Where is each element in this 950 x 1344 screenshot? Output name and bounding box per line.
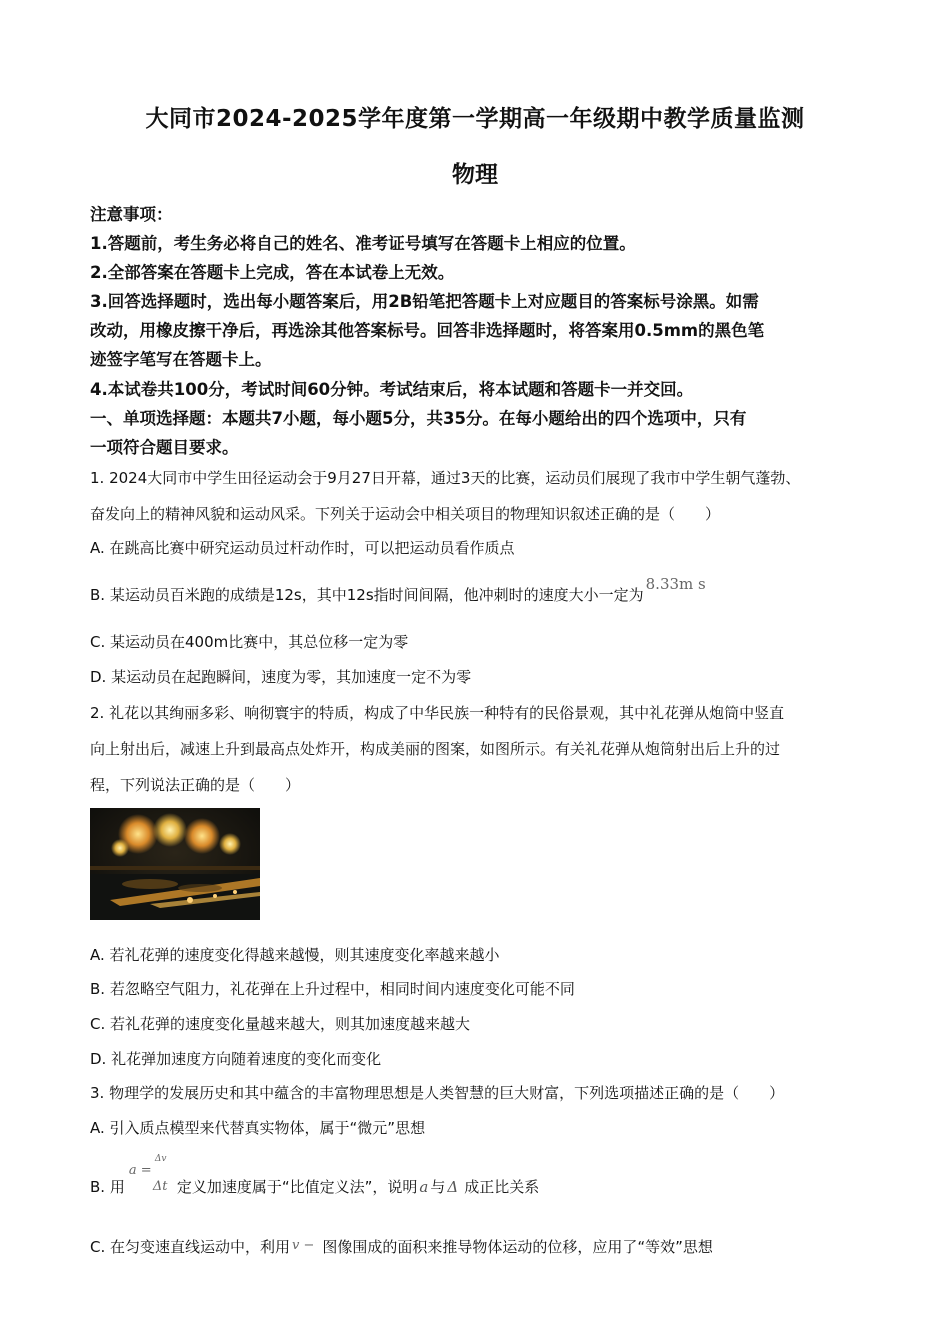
- notes-heading: 注意事项：: [90, 205, 173, 224]
- q1-stem-line-1: 1. 2024大同市中学生田径运动会于9月27日开幕，通过3天的比赛，运动员们展现了我市中学生朝气蓬勃、: [90, 469, 801, 487]
- formula-numerator: Δv: [154, 1154, 167, 1164]
- q1-option-b: [90, 575, 890, 612]
- q2-option-c: C. 若礼花弹的速度变化量越来越大，则其加速度越来越大: [90, 1015, 471, 1033]
- q1-option-a: A. 在跳高比赛中研究运动员过杆动作时，可以把运动员看作质点: [90, 539, 515, 557]
- exam-title: 大同市2024-2025学年度第一学期高一年级期中教学质量监测: [145, 106, 805, 132]
- note-3-line-3: 迹签字笔写在答题卡上。: [90, 350, 272, 369]
- section-heading-line-2: 一项符合题目要求。: [90, 438, 239, 457]
- formula-denominator: Δt: [152, 1179, 168, 1194]
- q2-option-a: A. 若礼花弹的速度变化得越来越慢，则其速度变化率越来越小: [90, 946, 500, 964]
- q3-var-delta: Δ: [447, 1178, 459, 1196]
- note-2: 2.全部答案在答题卡上完成，答在本试卷上无效。: [90, 263, 455, 282]
- q1-option-b-speed: 8.33m s: [645, 575, 706, 593]
- note-3-line-1: 3.回答选择题时，选出每小题答案后，用2B铅笔把答题卡上对应题目的答案标号涂黑。如需: [90, 292, 759, 311]
- q3-option-b-suffix: 成正比关系: [464, 1178, 540, 1196]
- q1-option-c: C. 某运动员在400m比赛中，其总位移一定为零: [90, 633, 409, 651]
- acceleration-formula: [125, 1154, 177, 1194]
- subject-title: 物理: [452, 162, 498, 188]
- q2-stem-line-3: 程，下列说法正确的是（ ）: [90, 776, 301, 794]
- q3-option-b: [90, 1154, 890, 1210]
- q3-option-c: [90, 1230, 890, 1266]
- q3-option-a: A. 引入质点模型来代替真实物体，属于“微元”思想: [90, 1119, 426, 1137]
- q3-vt-graph-math: v −: [292, 1238, 315, 1253]
- q2-stem-line-2: 向上射出后，减速上升到最高点处炸开，构成美丽的图案，如图所示。有关礼花弹从炮筒射出后上升的过: [90, 740, 781, 758]
- q2-option-b: B. 若忽略空气阻力，礼花弹在上升过程中，相同时间内速度变化可能不同: [90, 980, 575, 998]
- note-1: 1.答题前，考生务必将自己的姓名、准考证号填写在答题卡上相应的位置。: [90, 234, 636, 253]
- q3-var-a: a: [419, 1178, 429, 1196]
- q1-option-d: D. 某运动员在起跑瞬间，速度为零，其加速度一定不为零: [90, 668, 472, 686]
- q3-option-c-suffix: 图像围成的面积来推导物体运动的位移，应用了“等效”思想: [322, 1238, 713, 1256]
- q2-option-d: D. 礼花弹加速度方向随着速度的变化而变化: [90, 1050, 382, 1068]
- note-4: 4.本试卷共100分，考试时间60分钟。考试结束后，将本试题和答题卡一并交回。: [90, 380, 694, 399]
- q3-option-b-middle: 定义加速度属于“比值定义法”，说明: [176, 1178, 418, 1196]
- q3-option-c-prefix: C. 在匀变速直线运动中，利用: [90, 1238, 291, 1256]
- q1-option-b-text: B. 某运动员百米跑的成绩是12s，其中12s指时间间隔，他冲刺时的速度大小一定为: [90, 586, 644, 604]
- fireworks-photo: [90, 808, 260, 920]
- q2-stem-line-1: 2. 礼花以其绚丽多彩、响彻寰宇的特质，构成了中华民族一种特有的民俗景观，其中礼花弹从炮筒中竖直: [90, 704, 785, 722]
- q3-option-b-and: 与: [430, 1178, 446, 1196]
- formula-lhs: a =: [128, 1163, 152, 1178]
- q1-stem-line-2: 奋发向上的精神风貌和运动风采。下列关于运动会中相关项目的物理知识叙述正确的是（ ）: [90, 505, 721, 523]
- q3-stem: 3. 物理学的发展历史和其中蕴含的丰富物理思想是人类智慧的巨大财富，下列选项描述正确的是（ ）: [90, 1084, 785, 1102]
- note-3-line-2: 改动，用橡皮擦干净后，再选涂其他答案标号。回答非选择题时，将答案用0.5mm的黑色笔: [90, 321, 765, 340]
- q3-option-b-prefix: B. 用: [90, 1178, 125, 1196]
- section-heading-line-1: 一、单项选择题：本题共7小题，每小题5分，共35分。在每小题给出的四个选项中，只有: [90, 409, 747, 428]
